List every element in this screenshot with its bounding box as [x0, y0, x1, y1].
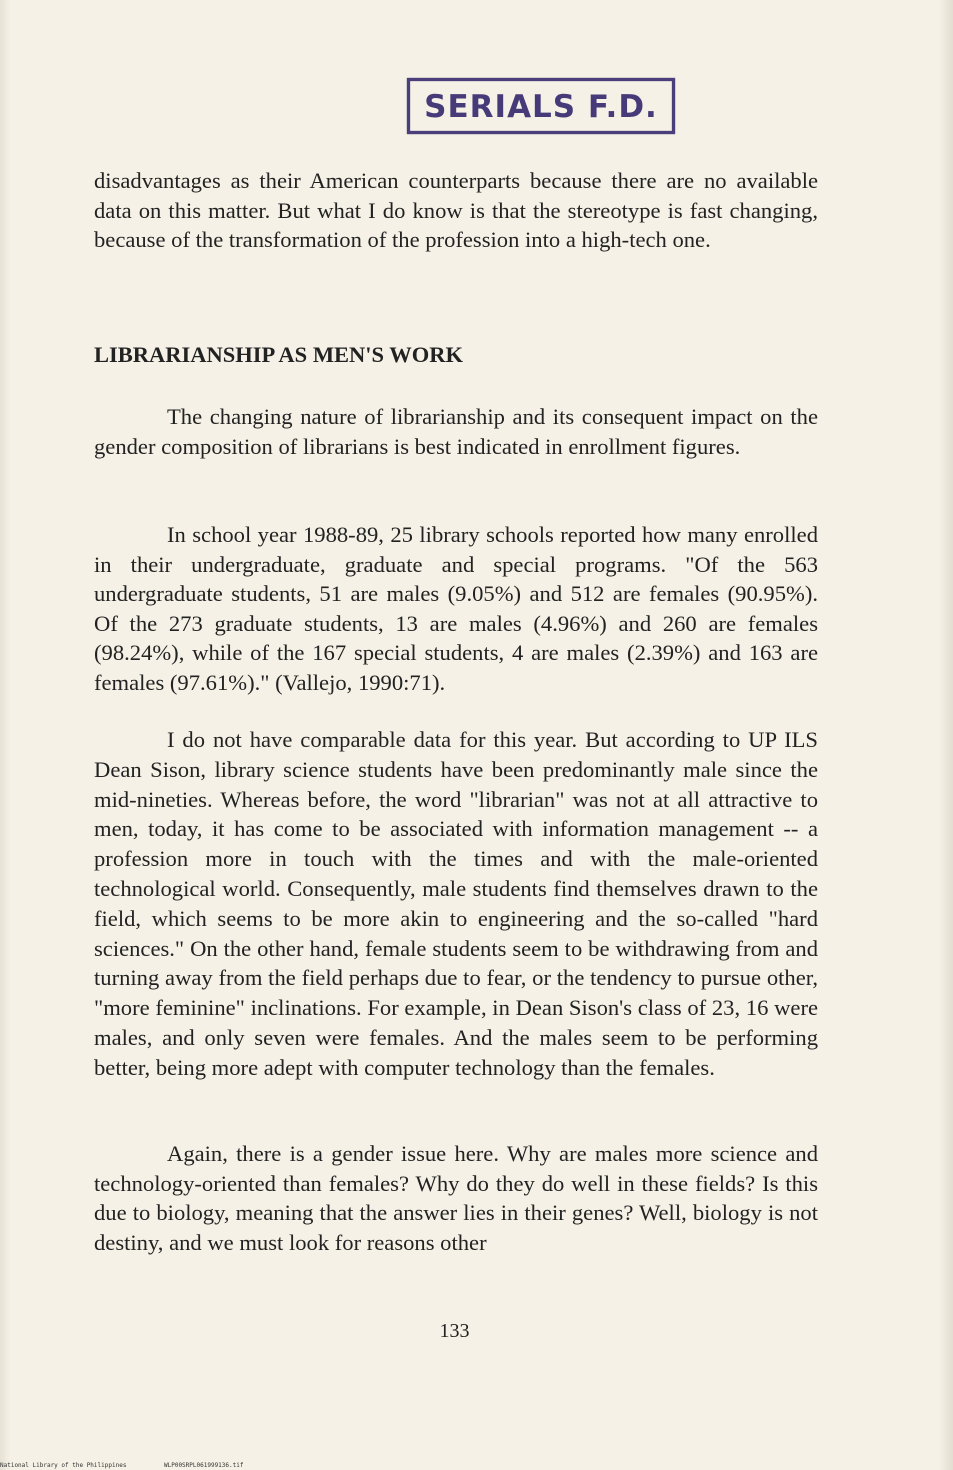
footer-source: National Library of the Philippines: [0, 1462, 127, 1469]
paragraph-dean-sison: I do not have comparable data for this year. But according to UP ILS Dean Sison, library science students have been predominantly male since the mid-nineties. Whereas before, the word "librarian" was not at all attractive to men, today, it has come to be associated with information management -- a profession more in touch with the times and with the male-oriented technological world. Consequently, male students find themselves drawn to the field, which seems to be more akin to engineering and the so-called "hard sciences." On the other hand, female students seem to be withdrawing from and turning away from the field perhaps due to fear, or the tendency to pursue other, "more feminine" inclinations. For example, in Dean Sison's class of 23, 16 were males, and only seven were females. And the males seem to be performing better, being more adept with computer technology than the females.: [94, 727, 818, 1080]
paragraph-enrollment-intro: The changing nature of librarianship and its consequent impact on the gender composition of librarians is best indicated in enrollment figures.: [94, 404, 818, 459]
paragraph-gender-issue: Again, there is a gender issue here. Why are males more science and technology-oriented than females? Why do they do well in these fields? Is this due to biology, meaning that the answer lies in their genes? Well, biology is not destiny, and we must look for reasons other: [94, 1141, 818, 1255]
footer-file-id: WLP00SRPL061999136.tif: [164, 1462, 244, 1469]
page-edge-right: [939, 0, 953, 1470]
serials-stamp: [407, 78, 675, 134]
section-heading: LIBRARIANSHIP AS MEN'S WORK: [94, 342, 464, 367]
stamp-text: SERIALS F.D.: [424, 89, 658, 125]
paragraph-enrollment-figures: In school year 1988-89, 25 library schools reported how many enrolled in their undergraduate, graduate and special programs. "Of the 563 undergraduate students, 51 are males (9.05%) and 512 are females (90.95%). Of the 273 graduate students, 13 are males (4.96%) and 260 are females (98.24%), while of the 167 special students, 4 are males (2.39%) and 163 are females (97.61%)." (Vallejo, 1990:71).: [94, 522, 818, 695]
page-edge-left: [0, 0, 10, 1470]
page-number: 133: [439, 1320, 470, 1342]
intro-paragraph: disadvantages as their American counterparts because there are no available data on this matter. But what I do know is that the stereotype is fast changing, because of the transformation of the profession into a high-tech one.: [94, 168, 818, 252]
